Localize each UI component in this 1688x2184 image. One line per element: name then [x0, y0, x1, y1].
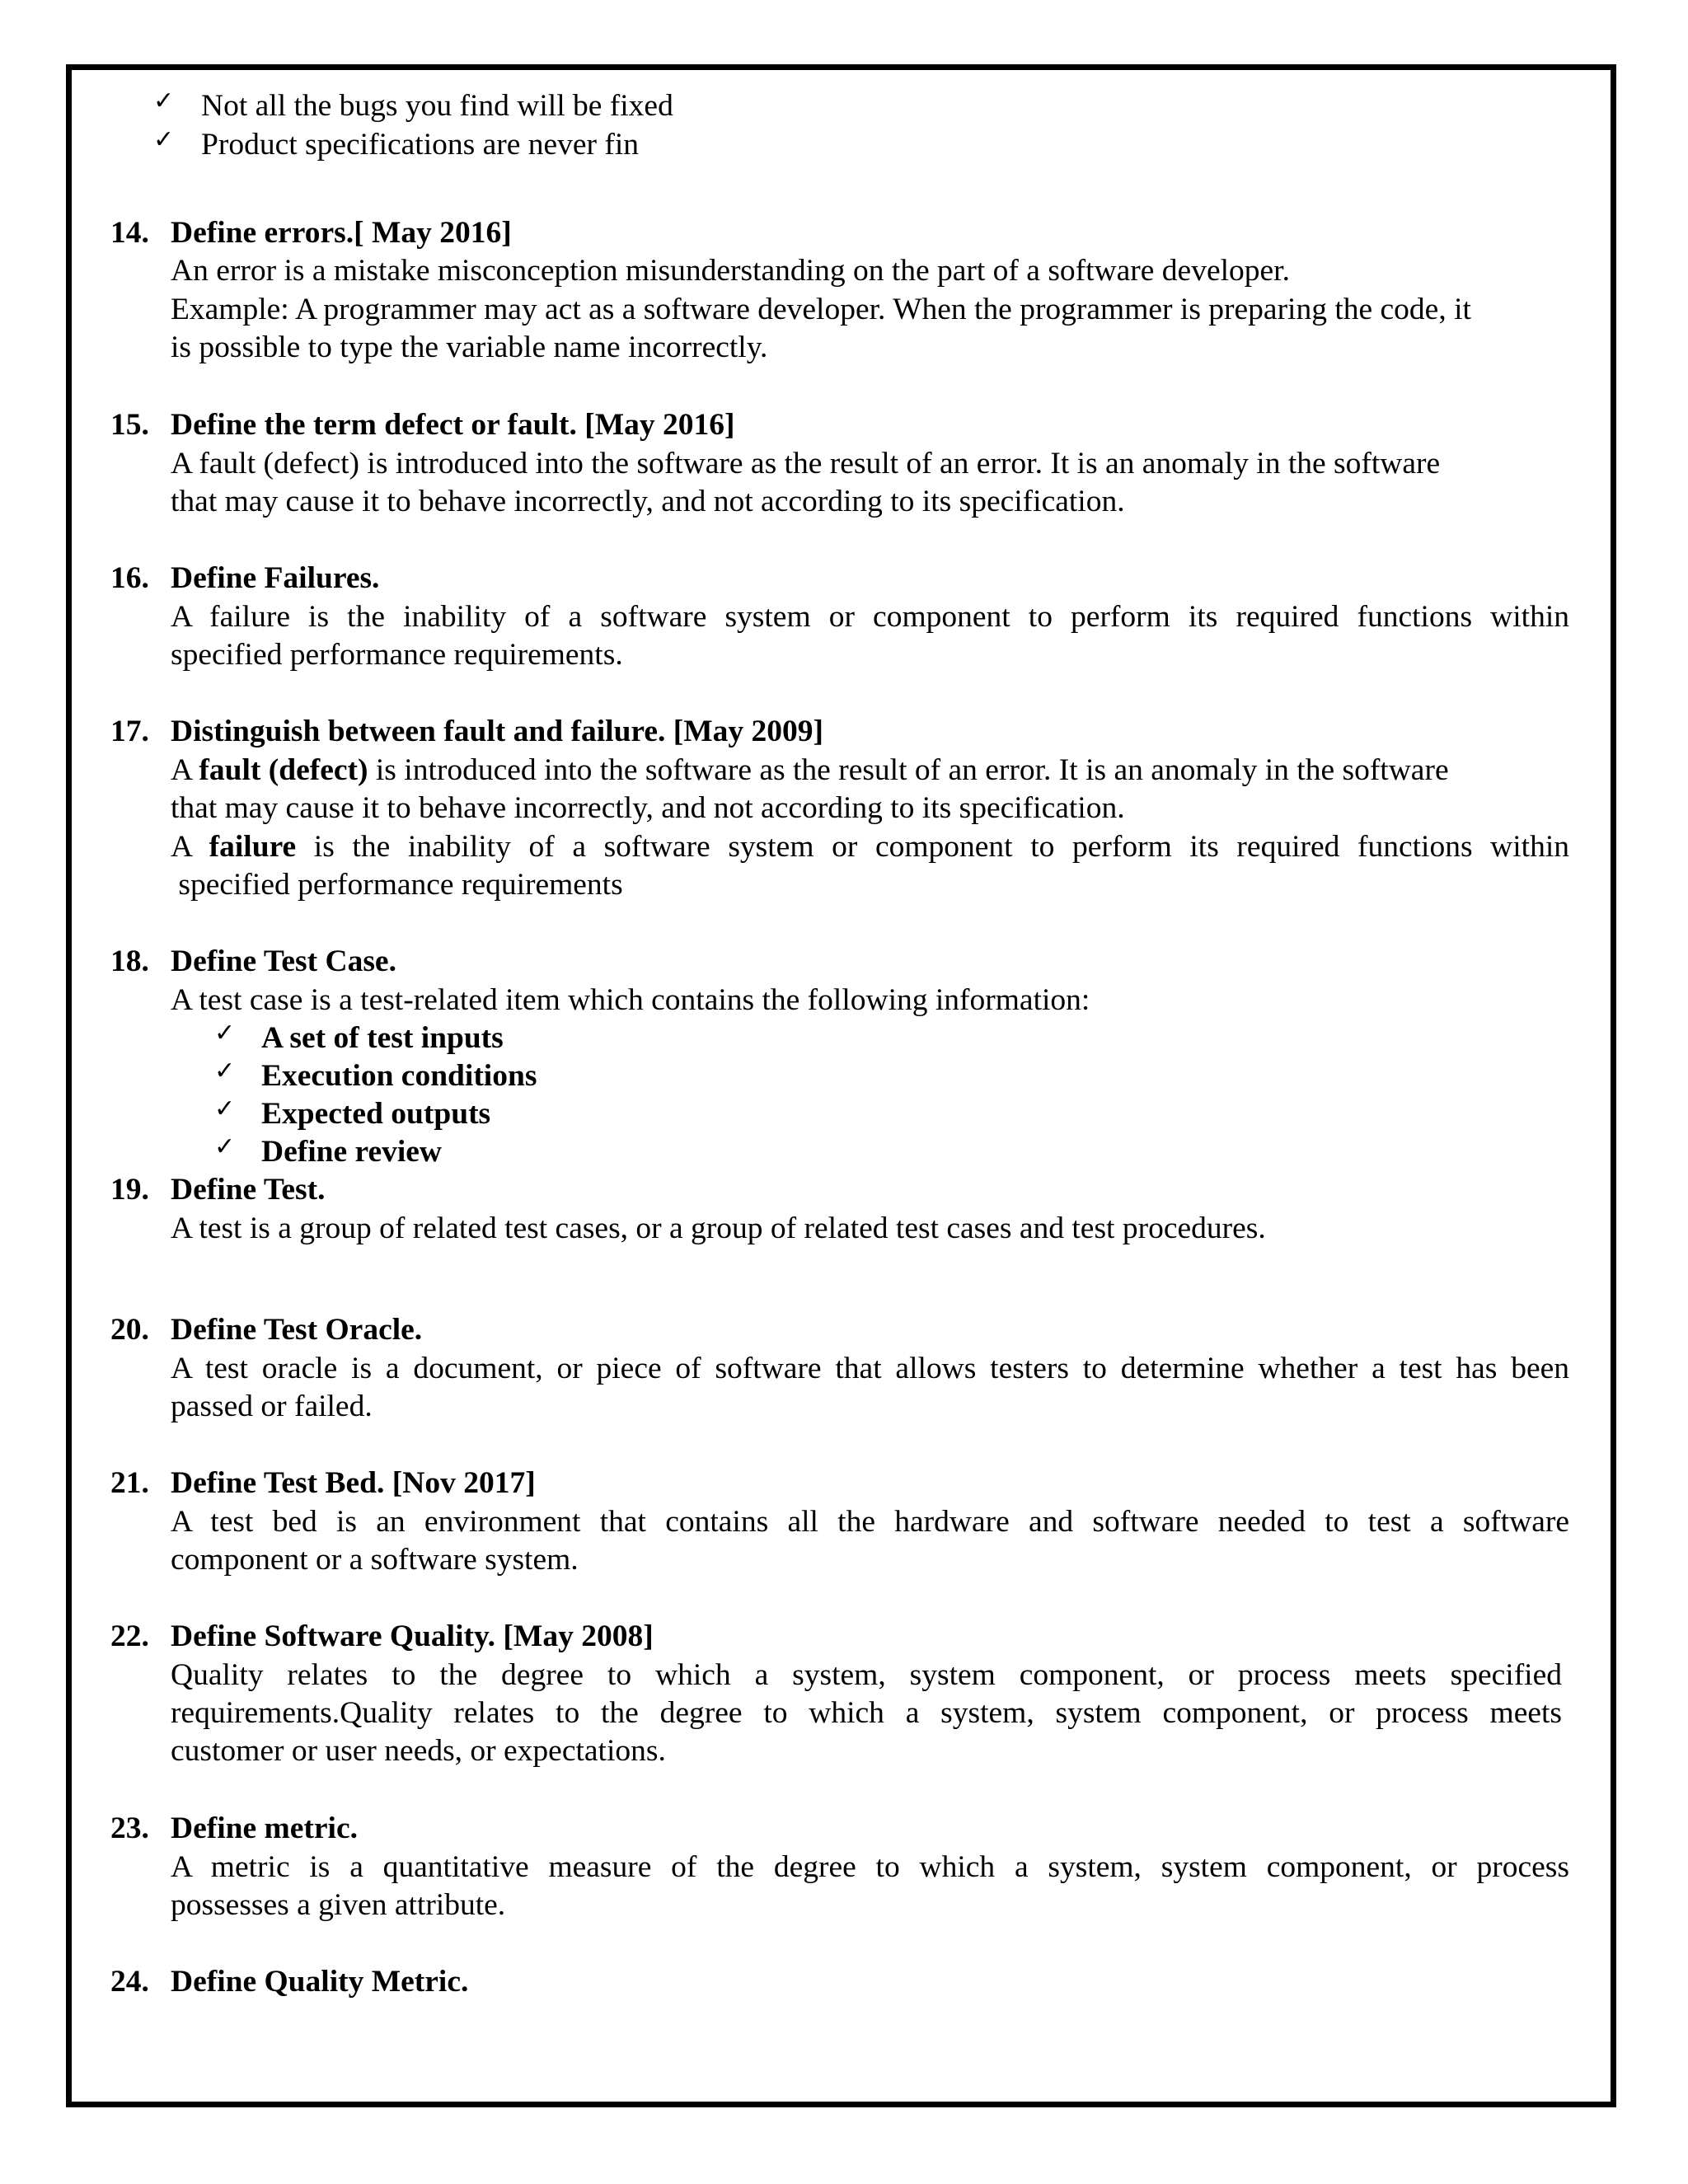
answer-line: A test is a group of related test cases, or a group of related test cases and test procedures.	[171, 1212, 1266, 1245]
question-title: Define Quality Metric.	[171, 1965, 469, 1999]
list-item: Execution conditions	[261, 1059, 537, 1093]
question-title: Define the term defect or fault. [May 2016]	[171, 408, 735, 442]
answer-line: customer or user needs, or expectations.	[171, 1734, 666, 1768]
answer-line: specified performance requirements	[171, 868, 623, 902]
bold-term: fault (defect)	[199, 753, 368, 787]
answer-line: A metric is a quantitative measure of the degree to which a system, system component, or process	[171, 1850, 1569, 1884]
answer-line: A test oracle is a document, or piece of software that allows testers to determine whether a test has been	[171, 1352, 1569, 1385]
question-number: 15.	[110, 408, 149, 442]
list-item: Expected outputs	[261, 1097, 491, 1131]
question-number: 21.	[110, 1466, 149, 1500]
answer-line: An error is a mistake misconception misunderstanding on the part of a software developer.	[171, 254, 1290, 288]
answer-line: that may cause it to behave incorrectly, and not according to its specification.	[171, 485, 1125, 518]
list-item: Product specifications are never fin	[201, 128, 640, 162]
answer-line: A failure is the inability of a software system or component to perform its required functions within	[171, 600, 1569, 634]
answer-line: that may cause it to behave incorrectly, and not according to its specification.	[171, 791, 1125, 825]
question-title: Define Test Case.	[171, 944, 396, 978]
answer-line: specified performance requirements.	[171, 638, 623, 672]
question-number: 22.	[110, 1619, 149, 1653]
checkmark-icon: ✓	[214, 1019, 236, 1047]
list-item: Not all the bugs you find will be fixed	[201, 89, 673, 123]
answer-line: A fault (defect) is introduced into the software as the result of an error. It is an anomaly in the software	[171, 753, 1449, 787]
question-title: Distinguish between fault and failure. [May 2009]	[171, 715, 824, 748]
question-number: 14.	[110, 216, 149, 250]
answer-line: A fault (defect) is introduced into the software as the result of an error. It is an anomaly in the software	[171, 447, 1441, 480]
question-number: 19.	[110, 1173, 149, 1207]
question-number: 20.	[110, 1313, 149, 1347]
question-number: 16.	[110, 561, 149, 595]
checkmark-icon: ✓	[214, 1094, 236, 1123]
checkmark-icon: ✓	[153, 87, 175, 115]
bold-term: failure	[209, 830, 297, 864]
answer-line: A test bed is an environment that contains all the hardware and software needed to test a software	[171, 1505, 1569, 1539]
answer-line: component or a software system.	[171, 1543, 579, 1577]
list-item: A set of test inputs	[261, 1021, 504, 1055]
checkmark-icon: ✓	[214, 1132, 236, 1161]
answer-line: A failure is the inability of a software system or component to perform its required functions within	[171, 830, 1570, 864]
question-number: 18.	[110, 944, 149, 978]
question-title: Define errors.[ May 2016]	[171, 216, 512, 250]
answer-line: passed or failed.	[171, 1390, 373, 1423]
list-item: Define review	[261, 1135, 443, 1169]
answer-line: is possible to type the variable name incorrectly.	[171, 330, 768, 364]
question-title: Define Test.	[171, 1173, 326, 1207]
checkmark-icon: ✓	[153, 125, 175, 154]
question-title: Define Test Bed. [Nov 2017]	[171, 1466, 536, 1500]
answer-line: requirements.Quality relates to the degree to which a system, system component, or process meets	[171, 1696, 1562, 1730]
answer-line: Quality relates to the degree to which a system, system component, or process meets specified	[171, 1658, 1562, 1692]
checkmark-icon: ✓	[214, 1057, 236, 1085]
question-title: Define Software Quality. [May 2008]	[171, 1619, 654, 1653]
question-title: Define Failures.	[171, 561, 380, 595]
question-number: 23.	[110, 1811, 149, 1845]
answer-line: possesses a given attribute.	[171, 1888, 506, 1922]
answer-line: Example: A programmer may act as a software developer. When the programmer is preparing the code, it	[171, 293, 1471, 326]
question-title: Define Test Oracle.	[171, 1313, 423, 1347]
question-number: 17.	[110, 715, 149, 748]
question-number: 24.	[110, 1965, 149, 1999]
answer-line: A test case is a test-related item which contains the following information:	[171, 983, 1090, 1017]
question-title: Define metric.	[171, 1811, 358, 1845]
